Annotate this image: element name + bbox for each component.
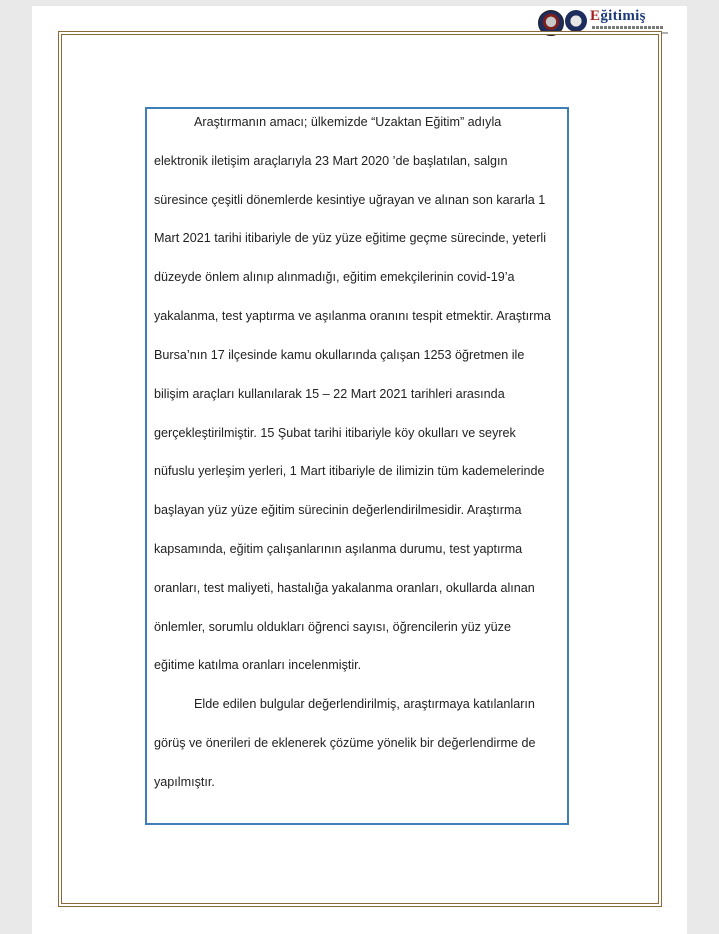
paragraph-line: Elde edilen bulgular değerlendirilmiş, araştırmaya katılanların [194, 697, 535, 711]
paragraph-line: Bursa’nın 17 ilçesinde kamu okullarında çalışan 1253 öğretmen ile [154, 348, 525, 362]
paragraph-line: Mart 2021 tarihi itibariyle de yüz yüze eğitime geçme sürecinde, yeterli [154, 231, 546, 245]
paragraph-line: nüfuslu yerleşim yerleri, 1 Mart itibariyle de ilimizin tüm kademelerinde [154, 464, 545, 478]
logo-tagline-mark [592, 26, 664, 29]
abstract-text-box [145, 107, 569, 825]
paragraph-line: önlemler, sorumlu oldukları öğrenci sayısı, öğrencilerin yüz yüze [154, 620, 511, 634]
paragraph-line: süresince çeşitli dönemlerde kesintiye uğrayan ve alınan son kararla 1 [154, 193, 546, 207]
paragraph-line: başlayan yüz yüze eğitim sürecinin değerlendirilmesidir. Araştırma [154, 503, 522, 517]
paragraph-line: oranları, test maliyeti, hastalığa yakalanma oranları, okullarda alınan [154, 581, 535, 595]
globe-emblem-icon [565, 10, 587, 32]
paragraph-line: elektronik iletişim araçlarıyla 23 Mart 2020 ’de başlatılan, salgın [154, 154, 508, 168]
paragraph-line: düzeyde önlem alınıp alınmadığı, eğitim emekçilerinin covid-19’a [154, 270, 515, 284]
document-page [32, 6, 687, 934]
paragraph-line: eğitime katılma oranları incelenmiştir. [154, 658, 362, 672]
paragraph-line: bilişim araçları kullanılarak 15 – 22 Mart 2021 tarihleri arasında [154, 387, 505, 401]
paragraph-line: gerçekleştirilmiştir. 15 Şubat tarihi itibariyle köy okulları ve seyrek [154, 426, 516, 440]
paragraph-line: yapılmıştır. [154, 775, 215, 789]
paragraph-line: yakalanma, test yaptırma ve aşılanma oranını tespit etmektir. Araştırma [154, 309, 551, 323]
paragraph-line: görüş ve önerileri de eklenerek çözüme yönelik bir değerlendirme de [154, 736, 536, 750]
paragraph-line: kapsamında, eğitim çalışanlarının aşılanma durumu, test yaptırma [154, 542, 523, 556]
logo-brand-text: Eğitimiş [590, 8, 646, 24]
paragraph-line: Araştırmanın amacı; ülkemizde “Uzaktan Eğitim” adıyla [194, 115, 502, 129]
